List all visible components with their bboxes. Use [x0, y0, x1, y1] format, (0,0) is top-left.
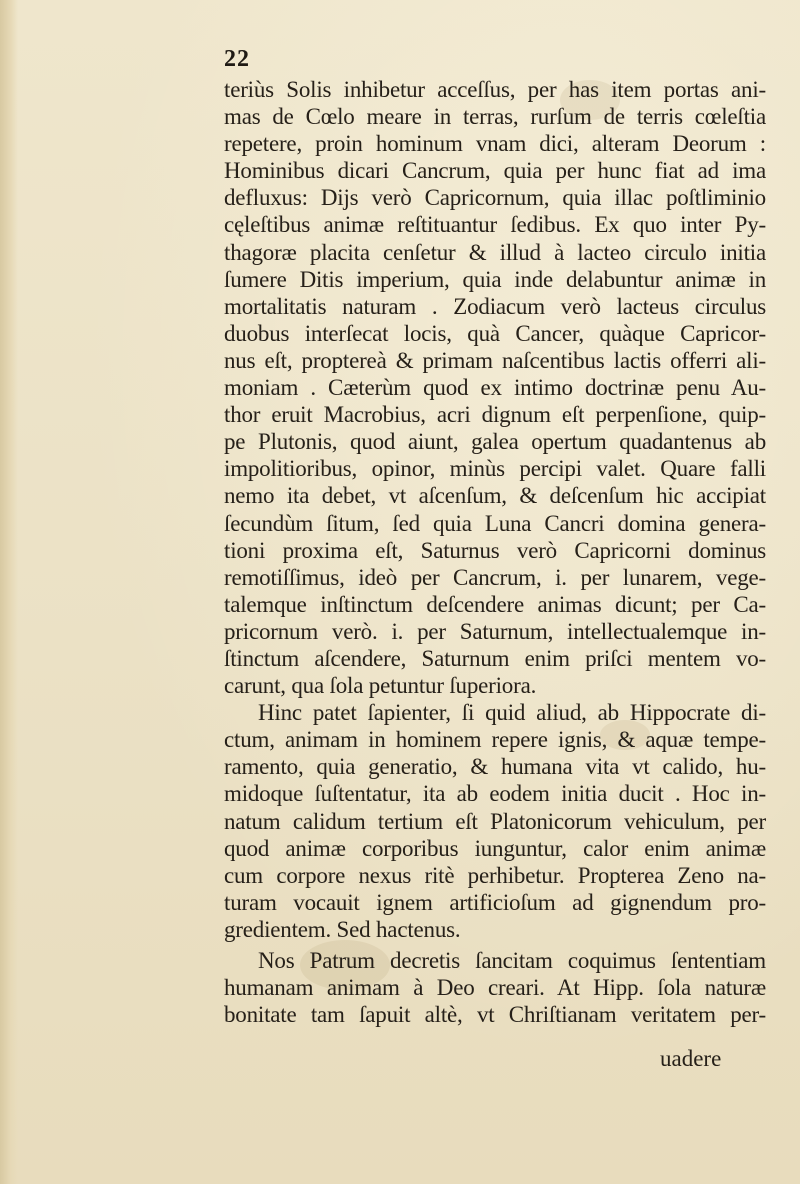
text-line: thor eruit Macrobius, acri dignum eſt perpenſione, quip- [224, 402, 766, 428]
page-number: 22 [224, 46, 250, 72]
text-line: ctum, animam in hominem repere ignis, & aquæ tempe- [224, 727, 766, 753]
text-line: teriùs Solis inhibetur acceſſus, per has item portas ani- [224, 77, 766, 102]
text-line: remotiſſimus, ideò per Cancrum, i. per lunarem, vege- [224, 564, 766, 590]
text-line: midoque ſuſtentatur, ita ab eodem initia ducit . Hoc in- [224, 781, 766, 807]
text-line: ramento, quia generatio, & humana vita vt calido, hu- [224, 754, 766, 780]
text-line: mas de Cœlo meare in terras, rurſum de terris cœleſtia [224, 104, 766, 130]
text-line: impolitioribus, opinor, minùs percipi valet. Quare falli [224, 456, 766, 482]
text-line: cęleſtibus animæ reſtituantur ſedibus. Ex quo inter Py- [224, 212, 766, 238]
body-text [224, 76, 766, 1028]
text-line: gredientem. Sed hactenus. [224, 916, 461, 942]
text-line: defluxus: Dijs verò Capricornum, quia illac poſtliminio [224, 185, 766, 211]
text-line: quod animæ corporibus iunguntur, calor enim animæ [224, 835, 766, 861]
text-line: talemque inſtinctum deſcendere animas dicunt; per Ca- [224, 591, 766, 617]
text-line: pe Plutonis, quod aiunt, galea opertum quadantenus ab [224, 429, 766, 455]
text-line: humanam animam à Deo creari. At Hipp. ſola naturæ [224, 975, 766, 1001]
text-line: Nos Patrum decretis ſancitam coquimus ſententiam [258, 948, 766, 973]
text-line: carunt, qua ſola petuntur ſuperiora. [224, 673, 537, 699]
text-line: pricornum verò. i. per Saturnum, intellectualemque in- [224, 618, 766, 644]
text-line: mortalitatis naturam . Zodiacum verò lacteus circulus [224, 293, 766, 319]
text-line: bonitate tam ſapuit altè, vt Chriſtianam veritatem per- [224, 1002, 766, 1028]
text-line: thagoræ placita cenſetur & illud à lacteo circulo initia [224, 239, 766, 265]
text-line: turam vocauit ignem artificioſum ad gignendum pro- [224, 889, 766, 915]
text-line: ſecundùm ſitum, ſed quia Luna Cancri domina genera- [224, 510, 766, 536]
text-line: repetere, proin hominum vnam dici, alteram Deorum : [224, 131, 766, 157]
text-line: cum corpore nexus ritè perhibetur. Propterea Zeno na- [224, 862, 766, 888]
text-line: moniam . Cæterùm quod ex intimo doctrinæ penu Au- [224, 375, 766, 401]
text-line: nus eſt, proptereà & primam naſcentibus lactis offerri ali- [224, 347, 766, 373]
text-line: tioni proxima eſt, Saturnus verò Capricorni dominus [224, 537, 766, 563]
text-line: ſumere Ditis imperium, quia inde delabuntur animæ in [224, 266, 766, 292]
text-line: nemo ita debet, vt aſcenſum, & deſcenſum hic accipiat [224, 483, 766, 509]
catchword: uadere [660, 1046, 722, 1071]
text-line: ſtinctum aſcendere, Saturnum enim priſci mentem vo- [224, 645, 766, 671]
text-line: Hominibus dicari Cancrum, quia per hunc fiat ad ima [224, 158, 766, 184]
text-line: duobus interſecat locis, quà Cancer, quàque Capricor- [224, 320, 766, 346]
page-gutter-edge [0, 0, 18, 1184]
text-line: natum calidum tertium eſt Platonicorum vehiculum, per [224, 808, 766, 834]
text-line: Hinc patet ſapienter, ſi quid aliud, ab Hippocrate di- [258, 700, 766, 726]
